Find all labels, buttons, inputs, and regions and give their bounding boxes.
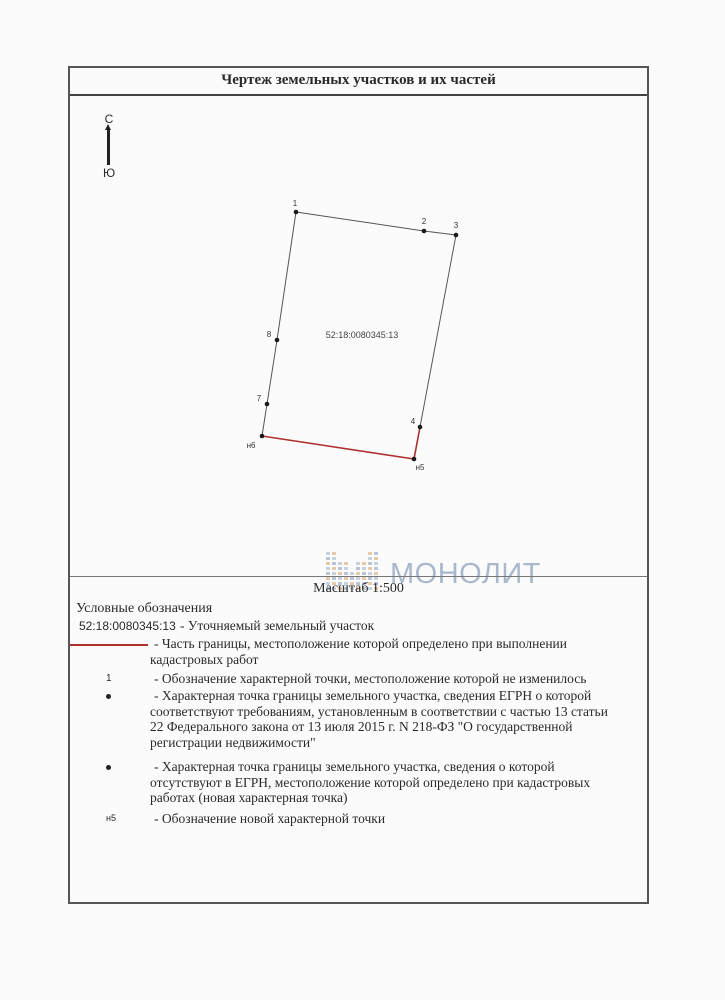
point-label: 1 (292, 199, 298, 208)
boundary-segment (424, 231, 456, 235)
scale-label: Масштаб 1:500 (313, 581, 404, 596)
point-label: н5 (415, 463, 425, 472)
document-title: Чертеж земельных участков и их частей (70, 68, 647, 96)
point-label: 3 (453, 221, 459, 230)
legend-description: - Уточняемый земельный участок (180, 618, 375, 633)
boundary-segment (262, 404, 267, 436)
boundary-point-marker (260, 434, 265, 439)
watermark-text: МОНОЛИТ (390, 558, 541, 590)
new-boundary-segment (262, 436, 414, 459)
legend-description: - Обозначение характерной точки, местоположение которой не изменилось (154, 671, 587, 686)
point-label: н6 (246, 441, 256, 450)
boundary-segment (296, 212, 424, 231)
boundary-point-marker (275, 338, 280, 343)
point-label: 2 (421, 217, 427, 226)
point-label: 8 (266, 330, 272, 339)
south-label: Ю (102, 166, 116, 180)
legend-description: - Обозначение новой характерной точки (154, 811, 386, 826)
boundary-segment (420, 235, 456, 427)
boundary-point-marker (265, 402, 270, 407)
boundary-point-marker (418, 425, 423, 430)
boundary-point-marker (422, 229, 427, 234)
legend-symbol: 1 (106, 673, 112, 684)
north-label: С (104, 112, 114, 126)
legend-description: - Характерная точка границы земельного участка, сведения о которой отсутствуют в ЕГРН, местоположение которой определено при кадастровых работах (новая характерная точка) (150, 759, 591, 805)
boundary-segment (267, 340, 277, 404)
legend-symbol: н5 (106, 813, 116, 823)
legend-title: Условные обозначения (76, 601, 213, 616)
boundary-point-marker (454, 233, 459, 238)
new-boundary-segment (414, 427, 420, 459)
point-label: 4 (410, 417, 416, 426)
parcel-cadastral-number: 52:18:0080345:13 (325, 330, 399, 340)
point-label: 7 (256, 394, 262, 403)
legend-description: - Часть границы, местоположение которой определено при выполнении кадастровых работ (150, 636, 568, 667)
boundary-point-marker (412, 457, 417, 462)
legend-description: - Характерная точка границы земельного участка, сведения ЕГРН о которой соответствуют требованиям, установленным в соответствии с частью 13 статьи 22 Федерального закона от 13 июля 2015 г. N 218-ФЗ "О государственной регистрации недвижимости" (150, 688, 608, 750)
boundary-segment (277, 212, 296, 340)
boundary-point-marker (294, 210, 299, 215)
legend-symbol: 52:18:0080345:13 (79, 619, 176, 633)
